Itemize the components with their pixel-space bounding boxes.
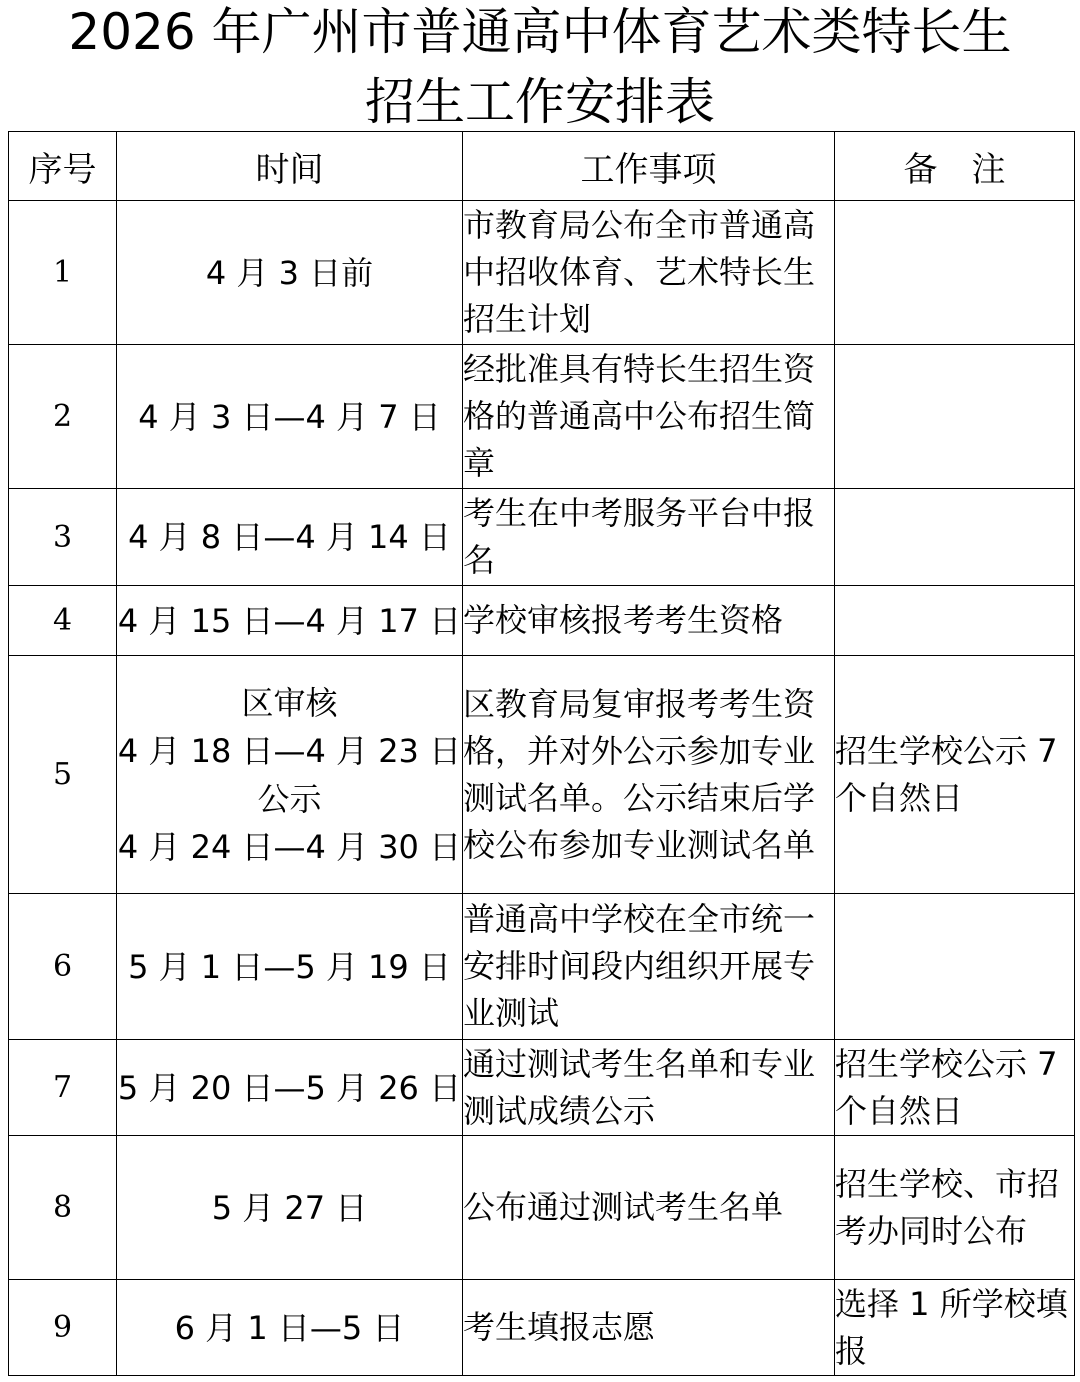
row-seq: 3 <box>9 489 117 586</box>
row-time-text: 4 月 24 日—4 月 30 日 <box>117 827 462 866</box>
row-note: 招生学校公示 7 个自然日 <box>835 656 1075 894</box>
row-note: 招生学校公示 7 个自然日 <box>835 1040 1075 1136</box>
header-seq: 序号 <box>9 132 117 201</box>
row-task: 学校审核报考考生资格 <box>463 586 835 656</box>
row-time <box>117 201 463 345</box>
row-note: 选择 1 所学校填报 <box>835 1280 1075 1376</box>
row-note <box>835 489 1075 586</box>
row-seq: 7 <box>9 1040 117 1136</box>
row-time <box>117 345 463 489</box>
row-time-text: 5 月 27 日 <box>211 1188 368 1227</box>
header-note: 备 注 <box>835 132 1075 201</box>
row-note <box>835 586 1075 656</box>
row-note: 招生学校、市招考办同时公布 <box>835 1136 1075 1280</box>
header-time: 时间 <box>117 132 463 201</box>
row-time-text: 4 月 3 日—4 月 7 日 <box>138 397 441 436</box>
row-time <box>117 1280 463 1376</box>
row-seq: 1 <box>9 201 117 345</box>
row-time <box>117 586 463 656</box>
table-row <box>9 201 1075 345</box>
row-task: 普通高中学校在全市统一安排时间段内组织开展专业测试 <box>463 894 835 1040</box>
row-task: 通过测试考生名单和专业测试成绩公示 <box>463 1040 835 1136</box>
row-note <box>835 894 1075 1040</box>
row-seq: 9 <box>9 1280 117 1376</box>
row-time-text: 4 月 18 日—4 月 23 日 <box>117 731 462 770</box>
row-time-text: 公示 <box>257 779 322 818</box>
row-seq: 8 <box>9 1136 117 1280</box>
table-row <box>9 656 1075 894</box>
row-time <box>117 894 463 1040</box>
row-time-text: 5 月 1 日—5 月 19 日 <box>128 947 451 986</box>
row-time-text: 5 月 20 日—5 月 26 日 <box>117 1068 462 1107</box>
row-seq: 4 <box>9 586 117 656</box>
table-header-row <box>9 132 1075 201</box>
schedule-table <box>8 131 1075 1376</box>
row-task: 市教育局公布全市普通高中招收体育、艺术特长生招生计划 <box>463 201 835 345</box>
row-note <box>835 345 1075 489</box>
table-row <box>9 1040 1075 1136</box>
title-line-1: 2026 年广州市普通高中体育艺术类特长生 <box>68 3 1012 61</box>
title-line-2: 招生工作安排表 <box>365 73 715 131</box>
row-task: 区教育局复审报考考生资格，并对外公示参加专业测试名单。公示结束后学校公布参加专业测试名单 <box>463 656 835 894</box>
row-task: 公布通过测试考生名单 <box>463 1136 835 1280</box>
row-time-text: 区审核 <box>241 683 338 722</box>
table-row <box>9 1280 1075 1376</box>
row-task: 经批准具有特长生招生资格的普通高中公布招生简章 <box>463 345 835 489</box>
row-task: 考生填报志愿 <box>463 1280 835 1376</box>
row-time <box>117 489 463 586</box>
row-time-text: 4 月 15 日—4 月 17 日 <box>117 601 462 640</box>
row-time <box>117 1136 463 1280</box>
row-time-text: 6 月 1 日—5 日 <box>174 1308 405 1347</box>
row-time-text: 4 月 8 日—4 月 14 日 <box>128 518 451 556</box>
row-seq: 2 <box>9 345 117 489</box>
header-task: 工作事项 <box>463 132 835 201</box>
row-seq: 5 <box>9 656 117 894</box>
row-time <box>117 656 463 894</box>
row-time-text: 4 月 3 日前 <box>205 253 374 292</box>
table-row <box>9 894 1075 1040</box>
row-time <box>117 1040 463 1136</box>
table-row <box>9 489 1075 586</box>
table-row <box>9 345 1075 489</box>
row-note <box>835 201 1075 345</box>
table-row <box>9 1136 1075 1280</box>
row-seq: 6 <box>9 894 117 1040</box>
table-row <box>9 586 1075 656</box>
row-task: 考生在中考服务平台中报名 <box>463 489 835 586</box>
